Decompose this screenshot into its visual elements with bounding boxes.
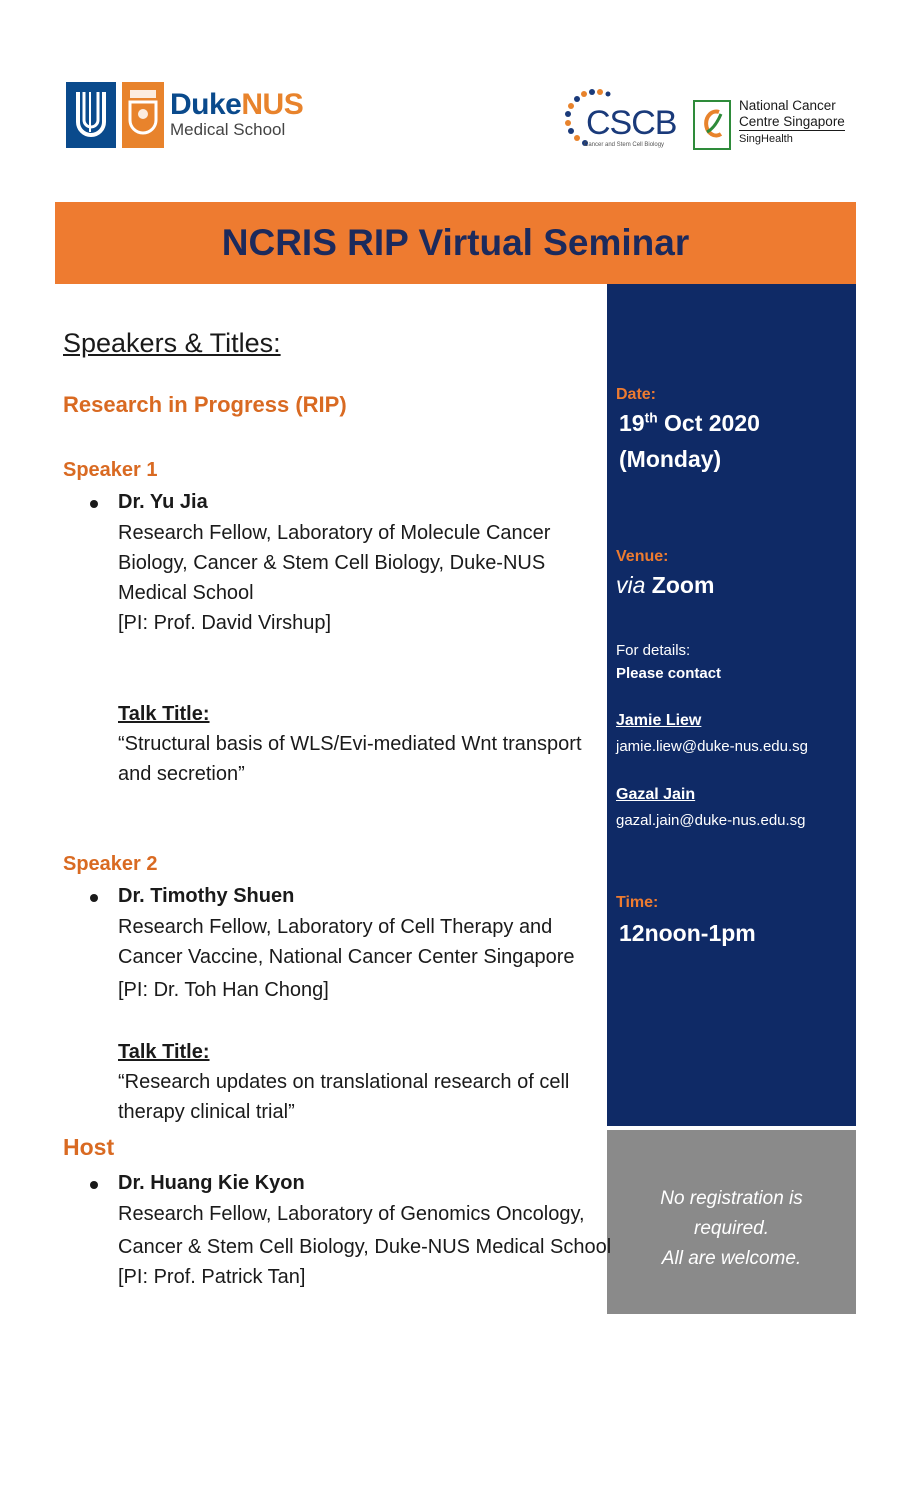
contact-email-gazal[interactable]: gazal.jain@duke-nus.edu.sg xyxy=(616,812,806,829)
speaker1-label: Speaker 1 xyxy=(63,459,158,481)
venue-value: via Zoom xyxy=(616,572,715,598)
date-label: Date: xyxy=(616,386,657,403)
contact-name-gazal[interactable]: Gazal Jain xyxy=(616,786,696,803)
host-label: Host xyxy=(63,1134,115,1160)
bullet-icon xyxy=(90,1181,98,1189)
date-value: 19th Oct 2020 xyxy=(619,410,760,436)
title-banner xyxy=(55,202,856,284)
speaker1-talk-label: Talk Title: xyxy=(118,703,210,725)
notice-line3: All are welcome. xyxy=(661,1248,802,1269)
speaker2-talk-line: “Research updates on translational research of cell xyxy=(118,1071,570,1093)
venue-label: Venue: xyxy=(616,548,669,565)
duke-name-part2: NUS xyxy=(241,88,304,121)
cscb-name: CSCB xyxy=(586,104,677,142)
speaker1-affiliation-line: Biology, Cancer & Stem Cell Biology, Duke-NUS xyxy=(118,552,546,574)
speaker2-affiliation-line: Research Fellow, Laboratory of Cell Therapy and xyxy=(118,916,553,938)
seminar-title: NCRIS RIP Virtual Seminar xyxy=(221,222,690,263)
time-value: 12noon-1pm xyxy=(619,920,756,946)
speaker1-pi: [PI: Prof. David Virshup] xyxy=(118,612,332,634)
duke-name-part1: Duke xyxy=(170,88,242,121)
speakers-heading: Speakers & Titles: xyxy=(63,328,281,358)
registration-notice xyxy=(607,1130,856,1314)
contact-name-jamie[interactable]: Jamie Liew xyxy=(616,712,702,729)
host-affiliation-line: Cancer & Stem Cell Biology, Duke-NUS Medical School xyxy=(118,1236,612,1258)
contact-label: Please contact xyxy=(616,665,722,682)
speaker1-talk-line: “Structural basis of WLS/Evi-mediated Wnt transport xyxy=(118,733,582,755)
speaker2-talk-line: therapy clinical trial” xyxy=(118,1101,295,1123)
cscb-subtitle: Cancer and Stem Cell Biology xyxy=(584,142,665,148)
section-heading: Research in Progress (RIP) xyxy=(63,392,347,417)
bullet-icon xyxy=(90,894,98,902)
host-affiliation-line: Research Fellow, Laboratory of Genomics Oncology, xyxy=(118,1203,585,1225)
ncc-line2: Centre Singapore xyxy=(739,114,845,129)
time-label: Time: xyxy=(616,894,659,911)
ncc-line1: National Cancer xyxy=(739,98,836,113)
bullet-icon xyxy=(90,500,98,508)
event-details-panel xyxy=(607,284,856,1126)
speaker2-name: Dr. Timothy Shuen xyxy=(118,885,295,907)
duke-shield-icon xyxy=(66,82,116,148)
ncc-logo xyxy=(693,98,853,154)
cscb-logo xyxy=(560,86,680,156)
duke-subtitle: Medical School xyxy=(170,120,286,139)
contact-email-jamie[interactable]: jamie.liew@duke-nus.edu.sg xyxy=(616,738,808,755)
speaker1-talk-line: and secretion” xyxy=(118,763,245,785)
nus-crest-icon xyxy=(122,82,164,148)
notice-line2: required. xyxy=(694,1218,769,1239)
speaker2-pi: [PI: Dr. Toh Han Chong] xyxy=(118,979,329,1001)
host-name: Dr. Huang Kie Kyon xyxy=(118,1172,305,1194)
speaker1-affiliation-line: Research Fellow, Laboratory of Molecule Cancer xyxy=(118,522,551,544)
speaker2-talk-label: Talk Title: xyxy=(118,1041,210,1063)
speaker2-affiliation-line: Cancer Vaccine, National Cancer Center Singapore xyxy=(118,946,575,968)
speaker2-label: Speaker 2 xyxy=(63,853,158,875)
date-weekday: (Monday) xyxy=(619,446,722,472)
ncc-line3: SingHealth xyxy=(739,133,793,145)
speaker1-name: Dr. Yu Jia xyxy=(118,491,208,513)
host-pi: [PI: Prof. Patrick Tan] xyxy=(118,1266,306,1288)
details-label: For details: xyxy=(616,642,691,659)
ncc-emblem-icon xyxy=(693,100,731,150)
notice-line1: No registration is xyxy=(660,1188,803,1209)
speaker1-affiliation-line: Medical School xyxy=(118,582,254,604)
